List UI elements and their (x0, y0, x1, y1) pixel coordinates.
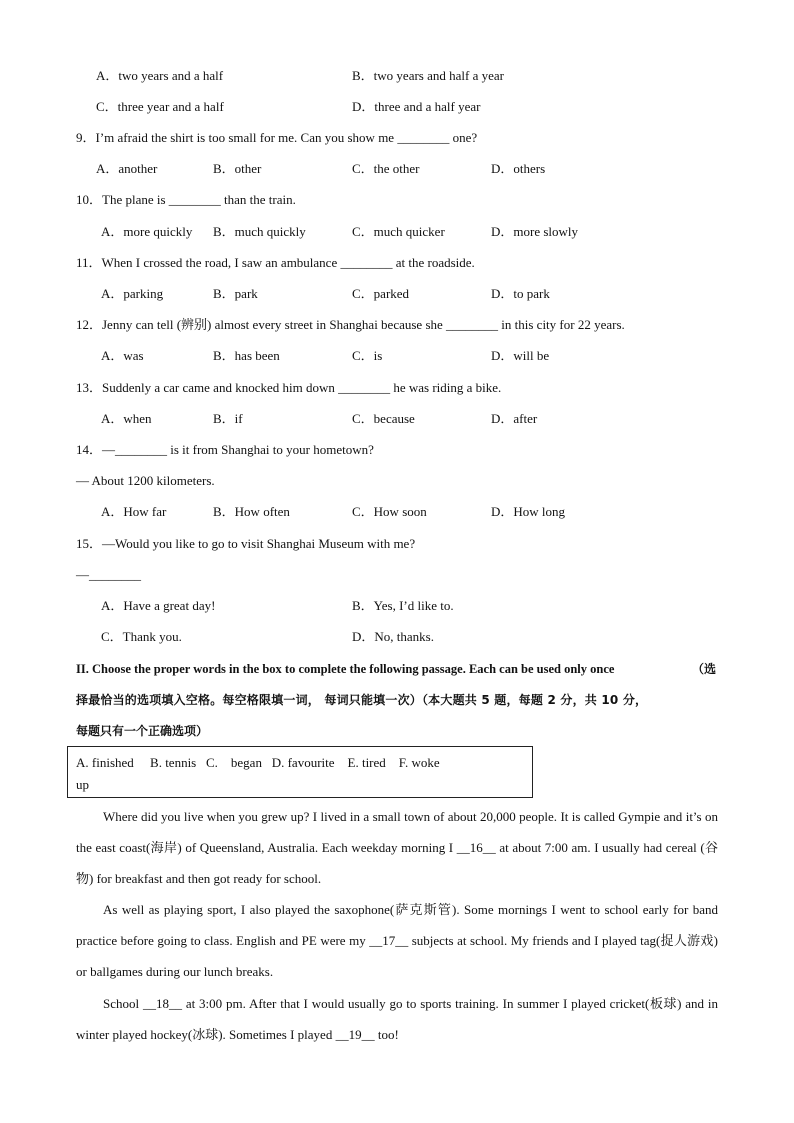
section2-heading-cn-2: 择最恰当的选项填入空格。每空格限填一词， 每词只能填一次）（本大题共 5 题，每题 2 分，共 10 分， (76, 693, 648, 707)
q10-option-b: B．much quickly (213, 224, 306, 239)
q11-stem: 11．When I crossed the road, I saw an ambulance ________ at the roadside. (76, 255, 475, 270)
q12-option-a: A．was (101, 348, 144, 363)
q9-option-c: C．the other (352, 161, 420, 176)
q13-option-d: D．after (491, 411, 538, 426)
passage-paragraph-1 (76, 801, 718, 894)
word-box-line-1: A. finished B. tennis C. began D. favourite E. tired F. woke (76, 755, 440, 770)
q13-stem: 13．Suddenly a car came and knocked him down ________ he was riding a bike. (76, 380, 502, 395)
q14-reply: — About 1200 kilometers. (76, 473, 215, 488)
q10-stem: 10．The plane is ________ than the train. (76, 192, 296, 207)
q9-option-d: D．others (491, 161, 546, 176)
word-box (67, 746, 533, 798)
q15-stem: 15．—Would you like to go to visit Shanghai Museum with me? (76, 536, 416, 551)
q14-stem: 14．—________ is it from Shanghai to your hometown? (76, 442, 374, 457)
q11-option-d: D．to park (491, 286, 550, 301)
q10-option-d: D．more slowly (491, 224, 579, 239)
blank-17: __17__ (369, 933, 409, 948)
q15-option-a: A．Have a great day! (101, 598, 216, 613)
blank-16: __16__ (456, 840, 496, 855)
q10-option-c: C．much quicker (352, 224, 445, 239)
q15-option-d: D．No, thanks. (352, 629, 434, 644)
q14-option-d: D．How long (491, 504, 566, 519)
q9-option-a: A．another (96, 161, 158, 176)
q8-option-c: C．three year and a half (96, 99, 224, 114)
q8-option-d: D．three and a half year (352, 99, 481, 114)
q9-option-b: B．other (213, 161, 262, 176)
q14-option-b: B．How often (213, 504, 290, 519)
passage-p3-mid: at 3:00 pm. After that I would usually go to sports training. In summer I played cricket(板球) and in winter played hockey(冰球). Sometimes I played (76, 996, 719, 1042)
q13-option-c: C．because (352, 411, 415, 426)
q11-option-a: A．parking (101, 286, 164, 301)
q14-option-c: C．How soon (352, 504, 427, 519)
word-box-line-2: up (76, 777, 89, 792)
q13-option-b: B．if (213, 411, 243, 426)
section2-heading-cn-3: 每题只有一个正确选项） (76, 724, 209, 738)
q10-option-a: A．more quickly (101, 224, 193, 239)
passage-p1-tail: at about 7:00 am. I usually had cereal (谷物) for breakfast and then got ready for school. (76, 840, 719, 886)
q11-option-c: C．parked (352, 286, 410, 301)
q14-option-a: A．How far (101, 504, 167, 519)
q15-option-c: C．Thank you. (101, 629, 182, 644)
passage-paragraph-2 (76, 894, 718, 987)
blank-18: __18__ (142, 996, 182, 1011)
q12-option-d: D．will be (491, 348, 550, 363)
passage-p2-text: As well as playing sport, I also played the saxophone(萨克斯管). Some mornings I went to school early for band practice before going to class. English and PE were my (76, 902, 718, 948)
passage-p3-tail: too! (377, 1027, 399, 1042)
q15-reply: —________ (76, 567, 141, 582)
q8-option-b: B．two years and half a year (352, 68, 504, 83)
passage-paragraph-3 (76, 988, 718, 1050)
q15-option-b: B．Yes, I’d like to. (352, 598, 454, 613)
passage-p3-text: School (103, 996, 140, 1011)
q12-option-b: B．has been (213, 348, 280, 363)
section2-heading-en: II. Choose the proper words in the box to complete the following passage. Each can be used only once (76, 662, 615, 676)
passage-p2-tail: subjects at school. My friends and I played tag(捉人游戏) or ballgames during our lunch breaks. (76, 933, 719, 979)
blank-19: __19__ (335, 1027, 375, 1042)
q13-option-a: A．when (101, 411, 152, 426)
q9-stem: 9．I’m afraid the shirt is too small for me. Can you show me ________ one? (76, 130, 478, 145)
q12-stem: 12．Jenny can tell (辨别) almost every street in Shanghai because she ________ in this city for 22 years. (76, 317, 625, 332)
q11-option-b: B．park (213, 286, 258, 301)
q8-option-a: A．two years and a half (96, 68, 224, 83)
section2-heading-cn-1: （选 (692, 662, 717, 676)
q12-option-c: C．is (352, 348, 383, 363)
passage-p1-text: Where did you live when you grew up? I lived in a small town of about 20,000 people. It is called Gympie and it’s on the east coast(海岸) of Queensland, Australia. Each weekday morning I (76, 809, 718, 855)
